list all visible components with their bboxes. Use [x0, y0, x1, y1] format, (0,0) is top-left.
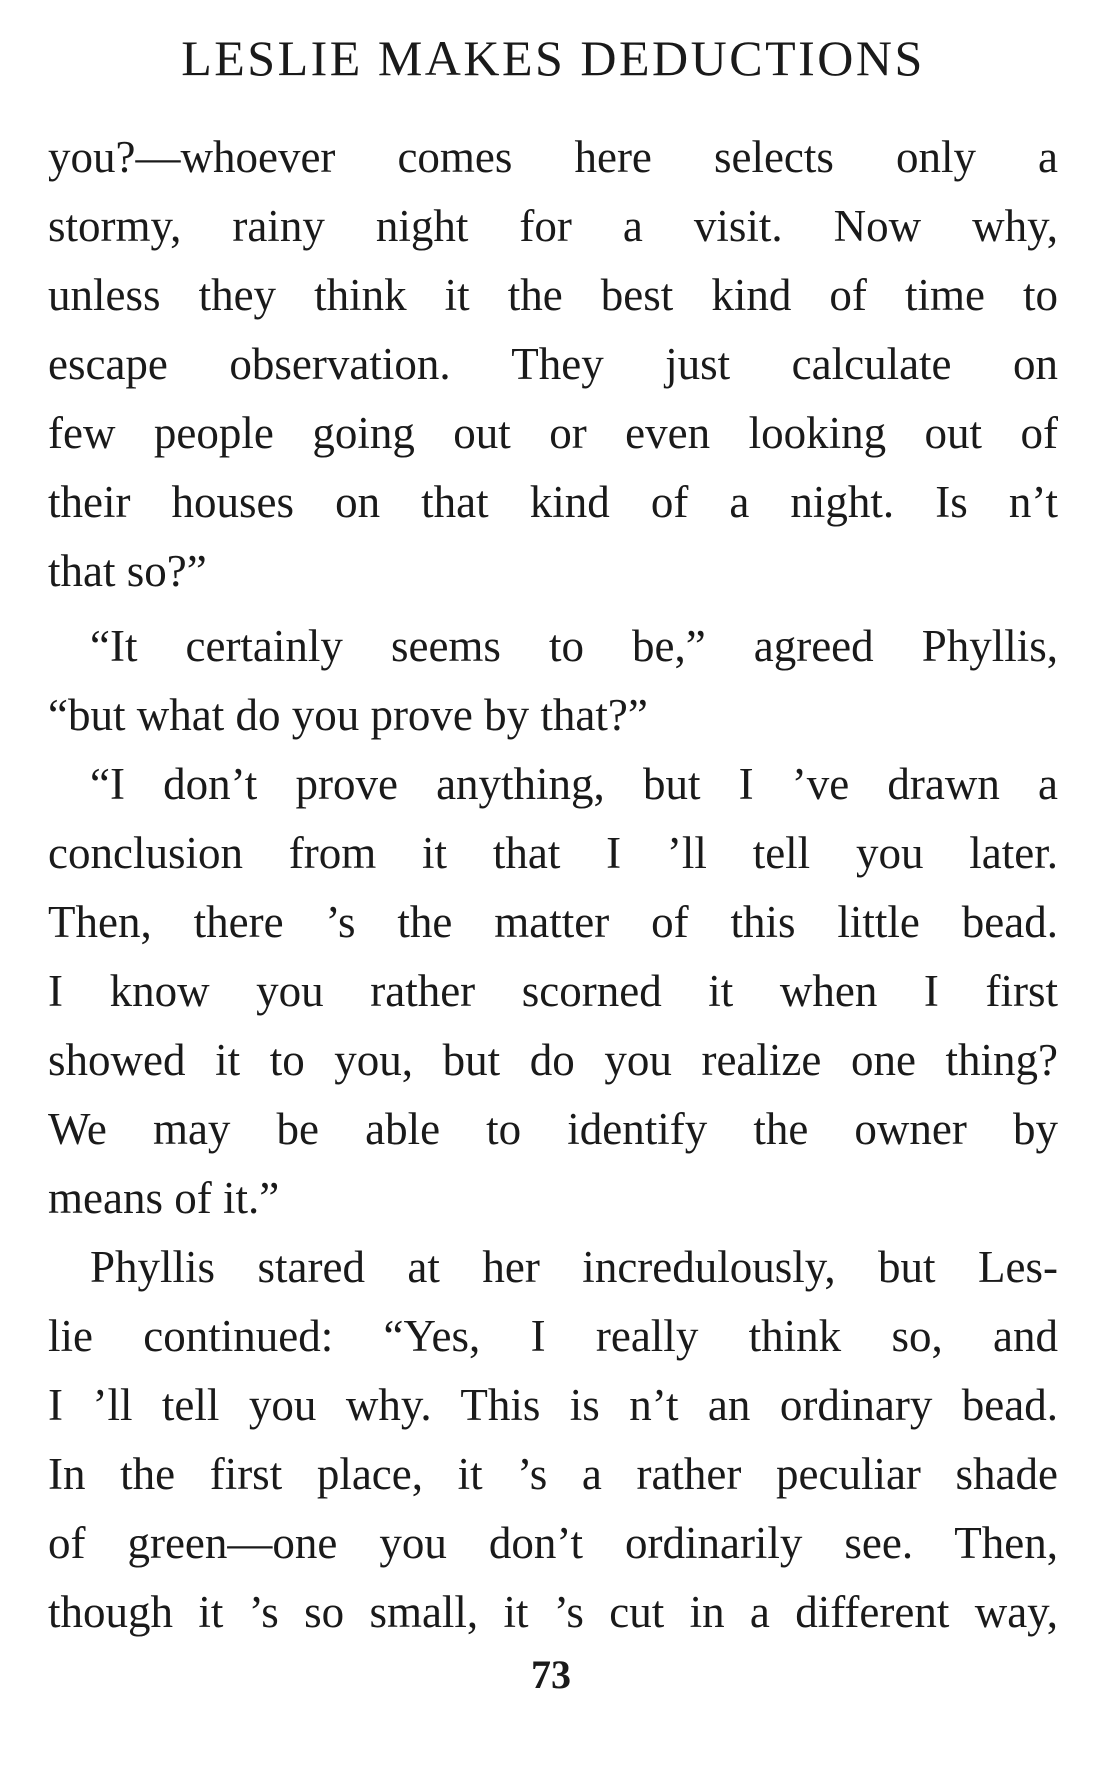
- text-line: conclusion from it that I ’ll tell you later.: [48, 828, 1058, 878]
- text-line: stormy, rainy night for a visit. Now why,: [48, 201, 1058, 251]
- text-line: I know you rather scorned it when I first: [48, 966, 1058, 1016]
- body-text: [48, 123, 1058, 1647]
- text-line: that so?”: [48, 546, 207, 596]
- text-line: of green—one you don’t ordinarily see. Then,: [48, 1518, 1058, 1568]
- text-line: you?—whoever comes here selects only a: [48, 132, 1058, 182]
- text-line: means of it.”: [48, 1173, 280, 1223]
- text-line: In the first place, it ’s a rather peculiar shade: [48, 1449, 1058, 1499]
- text-line: Phyllis stared at her incredulously, but Les-: [90, 1242, 1058, 1292]
- text-line: “but what do you prove by that?”: [48, 690, 648, 740]
- text-line: lie continued: “Yes, I really think so, and: [48, 1311, 1058, 1361]
- text-line: their houses on that kind of a night. Is n’t: [48, 477, 1058, 527]
- text-line: showed it to you, but do you realize one thing?: [48, 1035, 1058, 1085]
- text-line: few people going out or even looking out of: [48, 408, 1058, 458]
- running-head: LESLIE MAKES DEDUCTIONS: [181, 30, 925, 86]
- text-line: though it ’s so small, it ’s cut in a different way,: [48, 1587, 1058, 1637]
- text-line: escape observation. They just calculate on: [48, 339, 1058, 389]
- text-line: unless they think it the best kind of time to: [48, 270, 1058, 320]
- text-line: Then, there ’s the matter of this little bead.: [48, 897, 1058, 947]
- page-number: 73: [531, 1652, 571, 1697]
- text-line: We may be able to identify the owner by: [48, 1104, 1058, 1154]
- text-line: “I don’t prove anything, but I ’ve drawn a: [90, 759, 1058, 809]
- text-line: “It certainly seems to be,” agreed Phyllis,: [90, 621, 1058, 671]
- text-line: I ’ll tell you why. This is n’t an ordinary bead.: [48, 1380, 1058, 1430]
